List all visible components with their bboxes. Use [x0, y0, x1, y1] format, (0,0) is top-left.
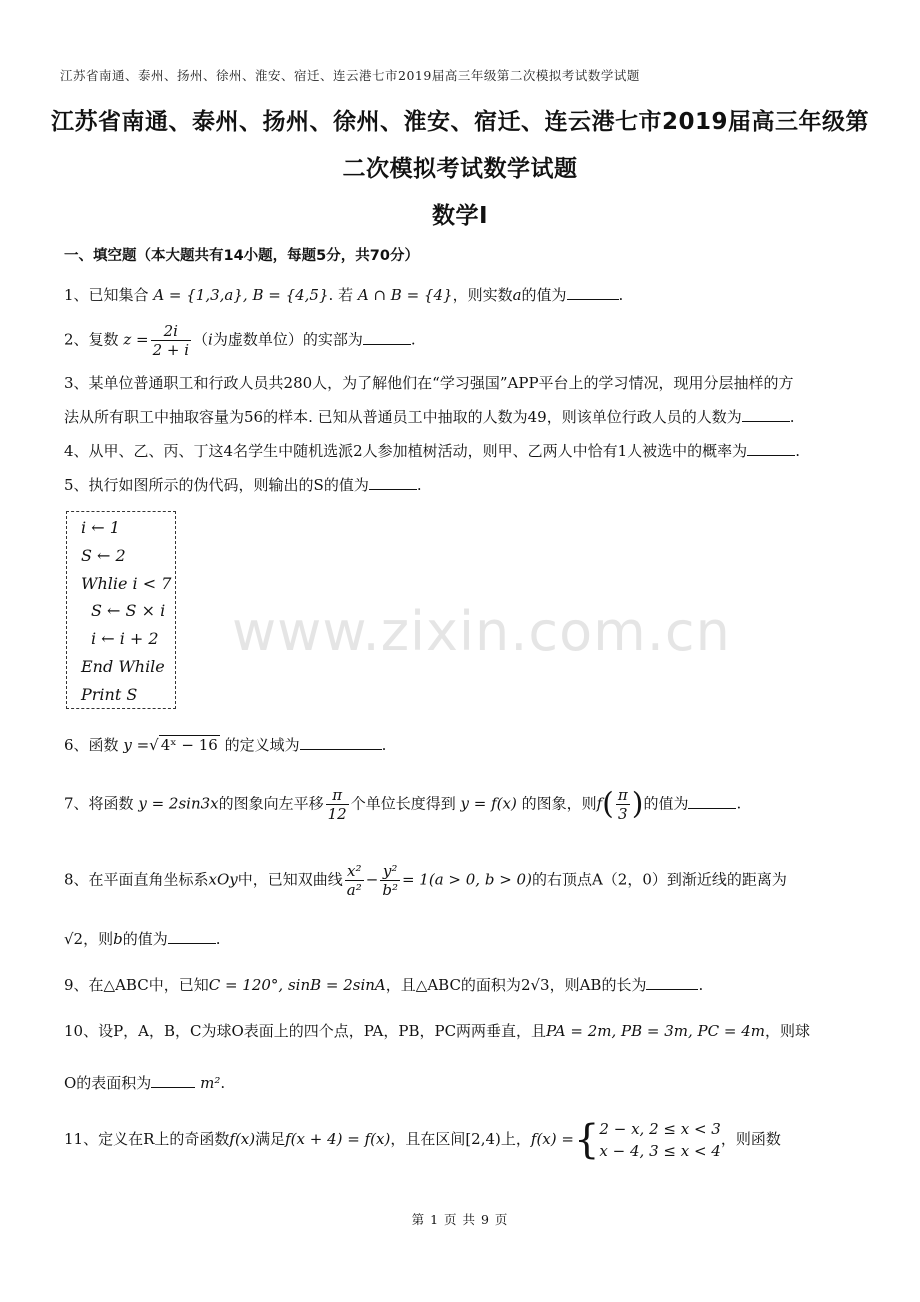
code-line: Whlie i < 7 [81, 573, 172, 593]
question-3-line-2: 法从所有职工中抽取容量为56的样本. 已知从普通员工中抽取的人数为49，则该单位行政人员的人数为 . [64, 408, 795, 426]
answer-blank [688, 808, 736, 809]
fraction: $\frac{\text{y²}}{\text{b²}}$ [382, 862, 398, 899]
answer-blank [747, 455, 795, 456]
answer-blank [369, 489, 417, 490]
title-line-1: 江苏省南通、泰州、扬州、徐州、淮安、宿迁、连云港七市2019届高三年级第 [50, 109, 869, 135]
code-line: Print S [81, 684, 138, 704]
code-line: i ← i + 2 [91, 629, 159, 649]
running-header: 江苏省南通、泰州、扬州、徐州、淮安、宿迁、连云港七市2019届高三年级第二次模拟考试数学试题 [60, 68, 640, 83]
answer-blank [151, 1087, 195, 1088]
fraction: $\frac{\pi}{12}$ [327, 786, 347, 823]
fraction: $\frac{\pi}{3}$ [617, 786, 628, 823]
question-8: 8、在平面直角坐标系xOy中，已知双曲线 $\frac{\text{x²}}{\text{a²}}$ − $\frac{\text{y²}}{\text{b²}}$ = 1(a > 0, b > 0)的右顶点A（2，0）到渐近线的距离为 [64, 862, 787, 899]
question-2: 2、复数 z = $\frac{2i}{2 + i}$ （i为虚数单位）的实部为 . [64, 322, 416, 359]
code-line: End While [81, 656, 165, 676]
answer-blank [300, 749, 382, 750]
fraction: $\frac{\text{x²}}{\text{a²}}$ [346, 862, 362, 899]
question-11: 11、定义在R上的奇函数f(x)满足f(x + 4) = f(x)，且在区间[2,4)上，f(x) ={ 2 − x, 2 ≤ x < 3 x − 4, 3 ≤ x < 4 ，则函数 [64, 1117, 781, 1163]
code-line: S ← 2 [81, 545, 126, 565]
question-1: 1、已知集合 A = {1,3,a}, B = {4,5}. 若 A ∩ B = {4}，则实数a的值为 . [64, 286, 624, 304]
left-brace: { [573, 1117, 600, 1163]
answer-blank [567, 299, 619, 300]
section-heading: 一、填空题（本大题共有14小题，每题5分，共70分） [64, 248, 419, 264]
fraction: $\frac{2i}{2 + i}$ [152, 322, 190, 359]
page-footer: 第 1 页 共 9 页 [411, 1212, 509, 1227]
question-6: 6、函数 y =√ 4ˣ − 16 的定义域为 . [64, 736, 387, 754]
code-line: i ← 1 [81, 518, 120, 537]
answer-blank [742, 421, 790, 422]
question-10: 10、设P，A，B，C为球O表面上的四个点，PA，PB，PC两两垂直，且PA = 2m, PB = 3m, PC = 4m，则球 [64, 1022, 810, 1040]
question-3-line-1: 3、某单位普通职工和行政人员共280人，为了解他们在“学习强国”APP平台上的学习情况，现用分层抽样的方 [64, 374, 794, 392]
piecewise-cases: 2 − x, 2 ≤ x < 3 x − 4, 3 ≤ x < 4 [599, 1120, 721, 1160]
sqrt-symbol: √ [149, 736, 159, 754]
answer-blank [646, 989, 698, 990]
code-line: S ← S × i [91, 601, 166, 621]
answer-blank [168, 943, 216, 944]
question-8-cont: √2，则b的值为 . [64, 930, 221, 948]
question-10-cont: O的表面积为 m². [64, 1074, 226, 1092]
question-4: 4、从甲、乙、丙、丁这4名学生中随机选派2人参加植树活动，则甲、乙两人中恰有1人被选中的概率为 . [64, 442, 800, 460]
question-7: 7、将函数 y = 2sin3x的图象向左平移 $\frac{\pi}{12}$ 个单位长度得到 y = f(x) 的图象，则f( $\frac{\pi}{3}$ )的值为 . [64, 786, 742, 823]
title-line-2: 二次模拟考试数学试题 [342, 156, 578, 182]
watermark: www.zixin.com.cn [232, 600, 731, 663]
title-line-3: 数学I [431, 203, 489, 229]
answer-blank [363, 344, 411, 345]
question-9: 9、在△ABC中，已知C = 120°, sinB = 2sinA，且△ABC的面积为2√3，则AB的长为 . [64, 976, 704, 994]
question-5: 5、执行如图所示的伪代码，则输出的S的值为 . [64, 476, 422, 494]
pseudo-code-box [66, 511, 176, 709]
